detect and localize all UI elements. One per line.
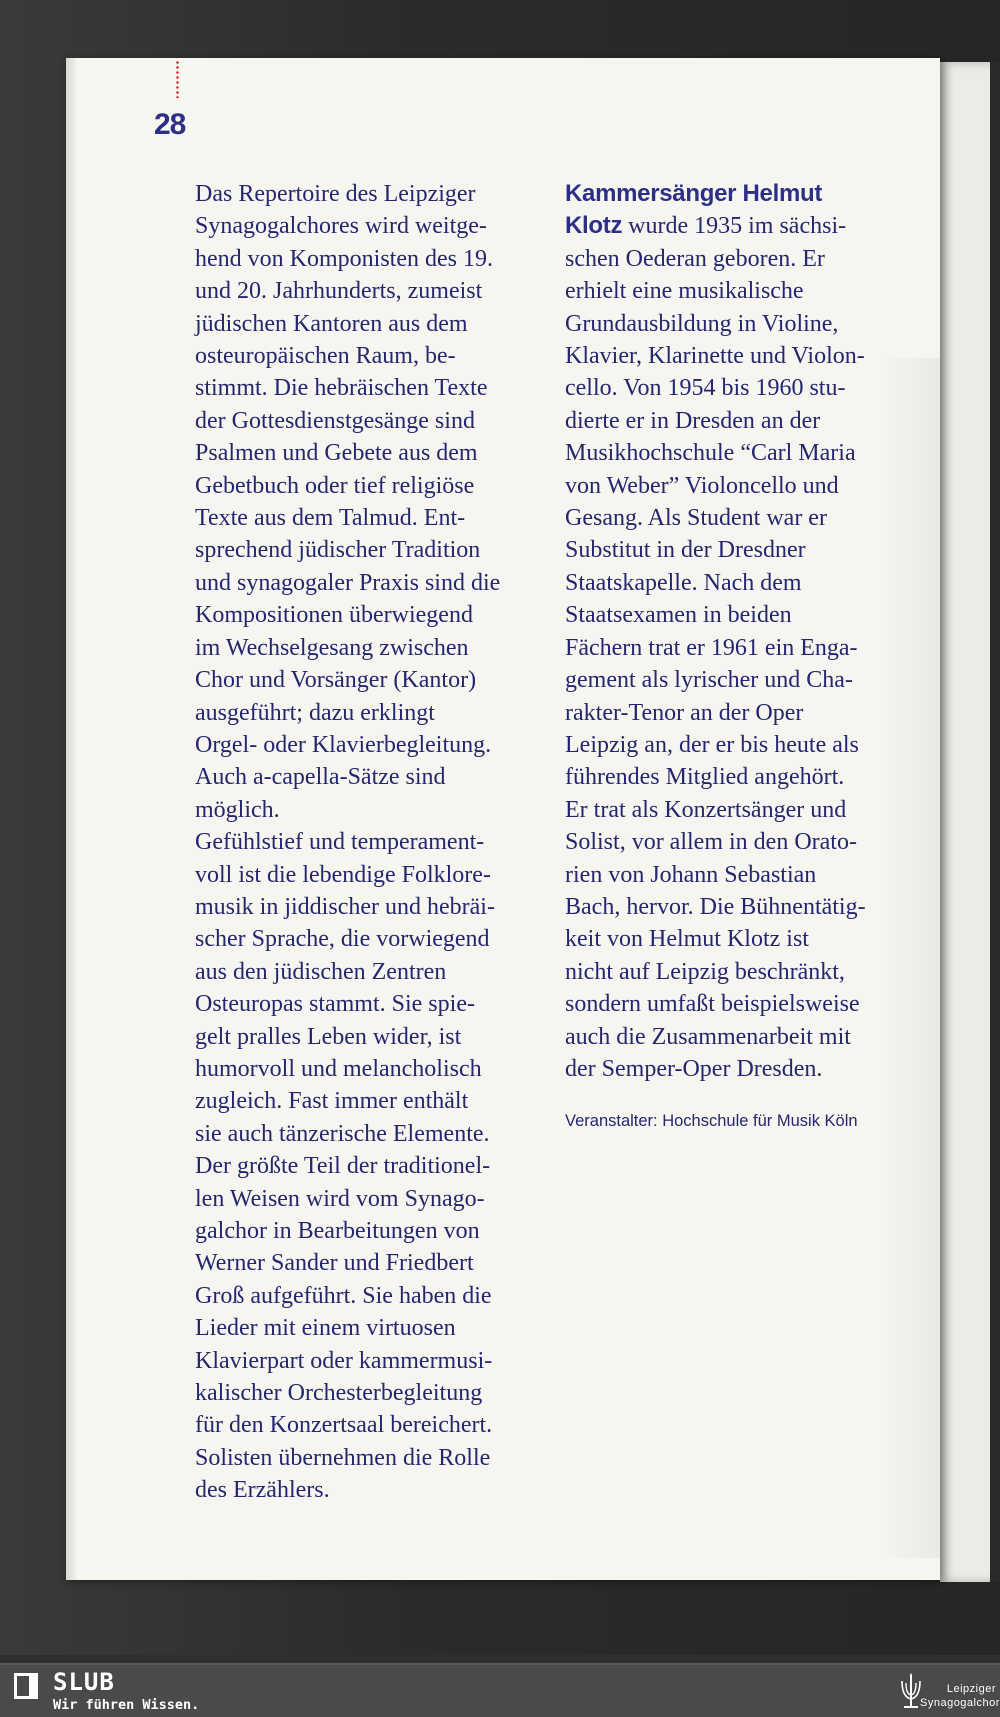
text-line: dierte er in Dresden an der <box>565 407 821 434</box>
footer-bar <box>0 1663 1000 1717</box>
text-line: Der größte Teil der traditionel- <box>195 1153 491 1180</box>
text-line: sprechend jüdischer Tradition <box>195 537 481 564</box>
text-line: Klavierpart oder kammermusi- <box>195 1347 493 1374</box>
text-line: Werner Sander und Friedbert <box>195 1250 474 1277</box>
biography-heading-name: Klotz <box>565 212 623 240</box>
text-line: Substitut in der Dresdner <box>565 537 806 564</box>
text-line: musik in jiddischer und hebräi- <box>195 893 495 920</box>
text-line: nicht auf Leipzig beschränkt, <box>565 958 845 985</box>
text-line: führendes Mitglied angehört. <box>565 764 845 791</box>
biography-body <box>565 243 895 1086</box>
left-column-text <box>195 178 540 1507</box>
text-line: osteuropäischen Raum, be- <box>195 343 456 370</box>
text-line: scher Sprache, die vorwiegend <box>195 926 490 953</box>
biography-line: wurde 1935 im sächsi- <box>622 213 847 240</box>
text-line: Psalmen und Gebete aus dem <box>195 440 478 467</box>
text-line: Grundausbildung in Violine, <box>565 310 839 337</box>
text-line: Das Repertoire des Leipziger <box>195 181 476 207</box>
text-line: Solist, vor allem in den Orato- <box>565 829 857 856</box>
text-line: rakter-Tenor an der Oper <box>565 699 804 726</box>
choir-name <box>920 1682 1000 1710</box>
text-line: hend von Komponisten des 19. <box>195 245 493 272</box>
text-line: erhielt eine musikalische <box>565 278 804 305</box>
page-stack-edge <box>66 58 76 1580</box>
text-line: zugleich. Fast immer enthält <box>195 1088 469 1115</box>
text-line: im Wechselgesang zwischen <box>195 634 469 661</box>
text-line: Groß aufgeführt. Sie haben die <box>195 1282 492 1309</box>
organizer-note: Veranstalter: Hochschule für Musik Köln <box>565 1112 858 1130</box>
text-line: Gefühlstief und temperament- <box>195 829 485 856</box>
text-line: cello. Von 1954 bis 1960 stu- <box>565 375 846 402</box>
right-column-text <box>565 178 895 1085</box>
text-line: der Gottesdienstgesänge sind <box>195 407 475 434</box>
text-line: schen Oederan geboren. Er <box>565 245 825 272</box>
library-name[interactable]: SLUB <box>53 1668 115 1696</box>
choir-name-line2: Synagogalchor <box>920 1697 1000 1709</box>
text-line: Gesang. Als Student war er <box>565 505 827 532</box>
text-line: Staatsexamen in beiden <box>565 602 792 629</box>
text-line: für den Konzertsaal bereichert. <box>195 1412 493 1439</box>
slub-logo-icon[interactable] <box>14 1673 38 1699</box>
decorative-dotted-line <box>176 60 179 98</box>
text-line: Klavier, Klarinette und Violon- <box>565 343 865 370</box>
text-line: ausgeführt; dazu erklingt <box>195 699 435 726</box>
text-line: Chor und Vorsänger (Kantor) <box>195 667 477 694</box>
text-line: Staatskapelle. Nach dem <box>565 569 802 596</box>
text-line: Texte aus dem Talmud. Ent- <box>195 505 466 532</box>
biography-heading: Kammersänger Helmut <box>565 180 823 207</box>
text-line: kalischer Orchesterbegleitung <box>195 1380 483 1407</box>
text-line: Er trat als Konzertsänger und <box>565 796 847 823</box>
text-line: jüdischen Kantoren aus dem <box>195 310 468 337</box>
text-line: und 20. Jahrhunderts, zumeist <box>195 278 483 305</box>
text-line: Gebetbuch oder tief religiöse <box>195 472 475 499</box>
text-line: sondern umfaßt beispielsweise <box>565 991 860 1018</box>
text-line: Orgel- oder Klavierbegleitung. <box>195 731 492 758</box>
text-line: Bach, hervor. Die Bühnentätig- <box>565 893 866 920</box>
text-line: der Semper-Oper Dresden. <box>565 1055 823 1082</box>
text-line: gement als lyrischer und Cha- <box>565 667 853 694</box>
text-line: Osteuropas stammt. Sie spie- <box>195 991 475 1018</box>
text-line: des Erzählers. <box>195 1477 330 1504</box>
text-line: aus den jüdischen Zentren <box>195 958 447 985</box>
text-line: Kompositionen überwiegend <box>195 602 473 629</box>
text-line: stimmt. Die hebräischen Texte <box>195 375 488 402</box>
text-line: voll ist die lebendige Folklore- <box>195 861 491 888</box>
text-line: und synagogaler Praxis sind die <box>195 569 501 596</box>
page-number: 28 <box>154 108 186 141</box>
text-line: rien von Johann Sebastian <box>565 861 817 888</box>
text-line: humorvoll und melancholisch <box>195 1055 482 1082</box>
text-line: von Weber” Violoncello und <box>565 472 839 499</box>
biography-heading-continuation <box>565 210 895 242</box>
text-line: Fächern trat er 1961 ein Enga- <box>565 634 858 661</box>
text-line: keit von Helmut Klotz ist <box>565 926 809 953</box>
text-line: sie auch tänzerische Elemente. <box>195 1120 490 1147</box>
text-line: galchor in Bearbeitungen von <box>195 1218 480 1244</box>
text-line: gelt pralles Leben wider, ist <box>195 1023 462 1050</box>
text-line: Lieder mit einem virtuosen <box>195 1315 456 1342</box>
text-line: Auch a-capella-Sätze sind <box>195 764 446 791</box>
library-tagline: Wir führen Wissen. <box>53 1697 200 1713</box>
book-cover-edge <box>990 62 1000 1582</box>
text-line: Synagogalchores wird weitge- <box>195 213 487 240</box>
text-line: len Weisen wird vom Synago- <box>195 1185 485 1212</box>
text-line: möglich. <box>195 796 280 823</box>
choir-name-line1: Leipziger <box>946 1683 996 1695</box>
text-line: auch die Zusammenarbeit mit <box>565 1023 851 1050</box>
text-line: Solisten übernehmen die Rolle <box>195 1444 491 1471</box>
text-line: Leipzig an, der er bis heute als <box>565 731 859 758</box>
text-line: Musikhochschule “Carl Maria <box>565 440 856 467</box>
